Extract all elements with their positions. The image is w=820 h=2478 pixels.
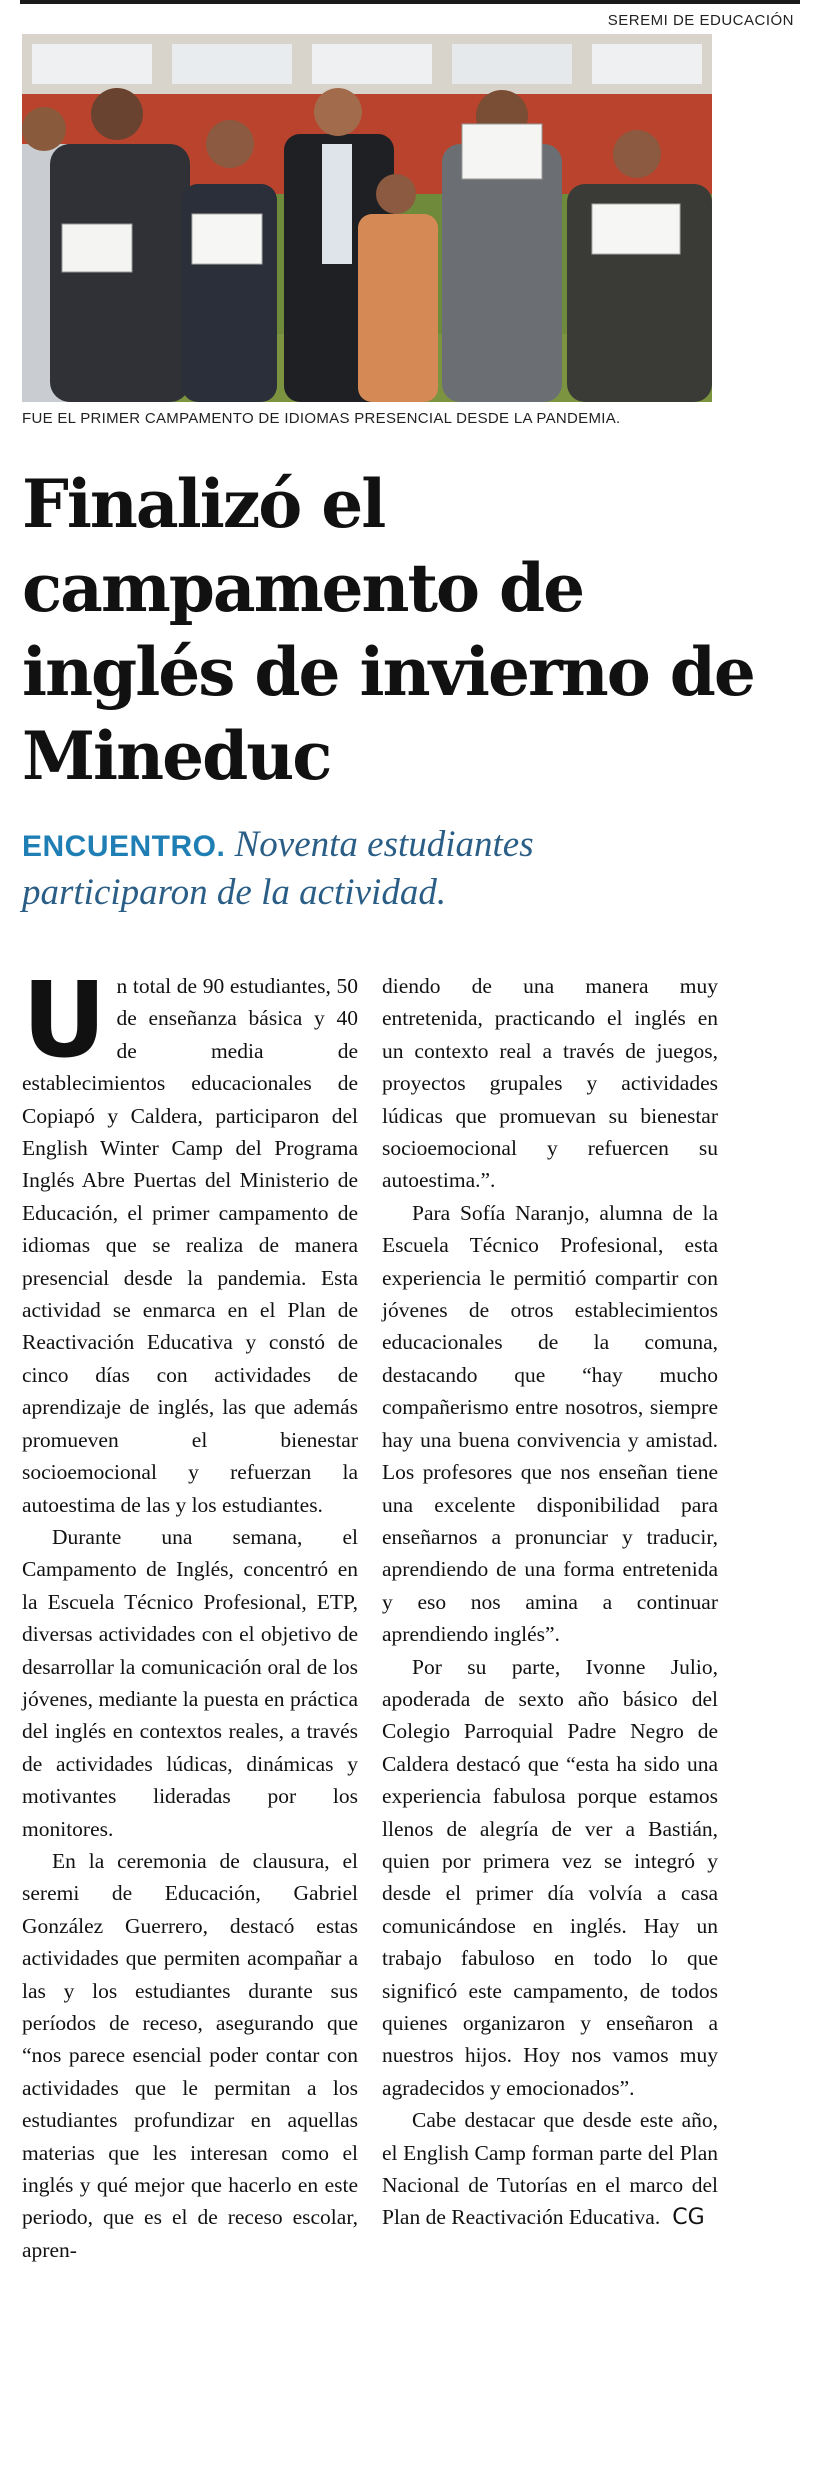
paragraph: diendo de una manera muy entretenida, practicando el inglés en un contexto real a través de juegos, proyectos grupales y actividades lúdicas que promuevan su bienestar socioemocional y refuercen su autoestima.”.	[382, 974, 718, 1193]
deck	[22, 822, 722, 916]
paragraph: Durante una semana, el Campamento de Inglés, concentró en la Escuela Técnico Profesional, ETP, diversas actividades con el objetivo de desarrollar la comunicación oral de los jóvenes, mediante la puesta en práctica del inglés en contextos reales, a través de actividades lúdicas, dinámicas y motivantes lideradas por los monitores.	[22, 1524, 358, 1841]
paragraph-text: Cabe destacar que desde este año, el English Camp forman parte del Plan Nacional de Tutorías en el marco del Plan de Reactivación Educativa.	[382, 2108, 718, 2230]
students-photo-illustration	[22, 34, 712, 402]
article-column-2	[382, 970, 718, 2235]
paragraph: En la ceremonia de clausura, el seremi de Educación, Gabriel González Guerrero, destacó estas actividades que permiten acompañar a las y los estudiantes durante sus períodos de receso, asegurando que “nos parece esencial poder contar con actividades que le permitan a los estudiantes profundizar en aquellas materias que les interesan como el inglés y qué mejor que hacerlo en este periodo, que es el de receso escolar, apren-	[22, 1848, 358, 2262]
article-photo	[22, 34, 712, 402]
paragraph-text: n total de 90 estudiantes, 50 de enseñanza básica y 40 de media de establecimientos educacionales de Copiapó y Caldera, participaron del English Winter Camp del Programa Inglés Abre Puertas del Ministerio de Educación, el primer campamento de idiomas que se realiza de manera presencial desde la pandemia. Esta actividad se enmarca en el Plan de Reactivación Educativa y constó de cinco días con actividades de aprendizaje de inglés, las que además promueven el bienestar socioemocional y refuerzan la autoestima de las y los estudiantes.	[22, 974, 358, 1517]
section-label: SEREMI DE EDUCACIÓN	[607, 12, 794, 29]
end-mark-icon: CG	[672, 2205, 705, 2231]
paragraph	[22, 959, 358, 1521]
deck-kicker: ENCUENTRO.	[22, 830, 226, 863]
article-column-1	[22, 959, 358, 2266]
top-rule	[20, 0, 800, 36]
paragraph: Por su parte, Ivonne Julio, apoderada de sexto año básico del Colegio Parroquial Padre Negro de Caldera destacó que “esta ha sido una experiencia fabulosa porque estamos llenos de alegría de ver a Bastián, quien por primera vez se integró y desde el primer día volvía a casa comunicándose en inglés. Hay un trabajo fabuloso en todo lo que significó este campamento, de todos quienes organizaron y enseñaron a nuestros hijos. Hoy nos vamos muy agradecidos y emocionados”.	[382, 1654, 718, 2100]
deck-text: Noventa estudiantes participaron de la actividad.	[22, 824, 534, 913]
paragraph	[382, 2104, 718, 2235]
headline: Finalizó el campamento de inglés de invierno de Mineduc	[22, 465, 754, 795]
paragraph: Para Sofía Naranjo, alumna de la Escuela Técnico Profesional, esta experiencia le permitió compartir con jóvenes de otros establecimientos educacionales de la comuna, destacando que “hay mucho compañerismo entre nosotros, siempre hay una buena convivencia y amistad. Los profesores que nos enseñan tiene una excelente disponibilidad para enseñarnos a pronunciar y traducir, aprendiendo de una forma entretenida y eso nos amina a continuar aprendiendo inglés”.	[382, 1200, 718, 1647]
drop-cap: U	[22, 959, 107, 1081]
photo-caption: FUE EL PRIMER CAMPAMENTO DE IDIOMAS PRESENCIAL DESDE LA PANDEMIA.	[22, 410, 621, 427]
